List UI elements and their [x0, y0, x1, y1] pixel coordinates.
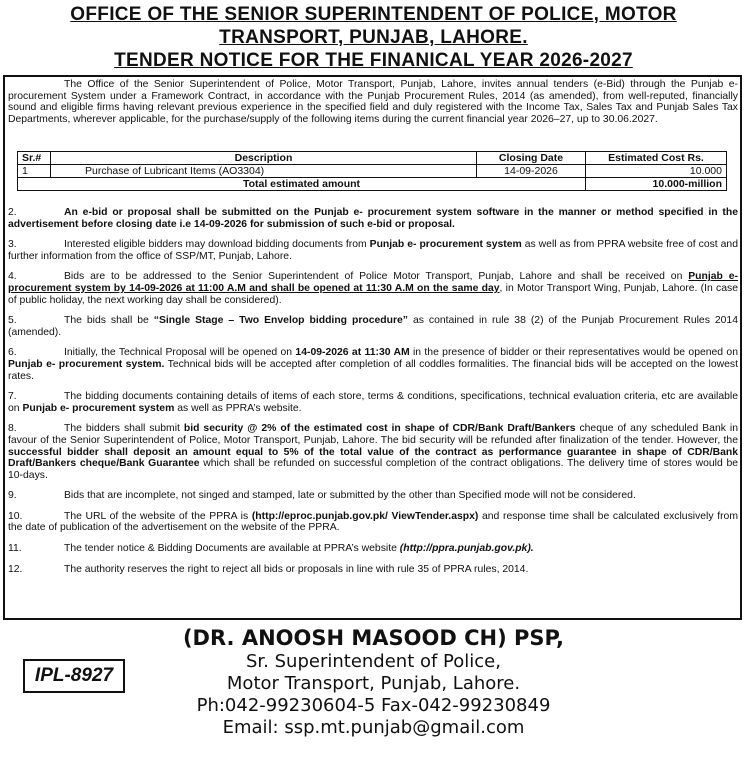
tender-items-table: [17, 151, 727, 191]
contact-phone-fax: Ph:042-99230604-5 Fax-042-99230849: [196, 695, 551, 716]
signature-block: [0, 626, 747, 739]
paragraph-text: Initially, the Technical Proposal will be opened on 14-09-2026 at 11:30 AM in the presence of bidder or their representatives would be opened on Punjab e- procurement system. Technical bids will be accepted after completion of all coddles formalities. The financial bids will be accepted on the lowest rates.: [8, 347, 739, 382]
table-total-row: [18, 178, 727, 191]
row-sr: 1: [18, 165, 51, 178]
paragraph-text: Bids that are incomplete, not singed and stamped, late or submitted by the other than Specified mode will not be considered.: [64, 490, 636, 502]
paragraph-4: [8, 271, 738, 306]
total-value: 10.000-million: [586, 178, 727, 191]
total-label: Total estimated amount: [18, 178, 586, 191]
paragraph-9: [8, 490, 738, 502]
header-sr: Sr.#: [18, 152, 51, 165]
paragraph-text: The authority reserves the right to reject all bids or proposals in line with rule 35 of PPRA rules, 2014.: [64, 563, 529, 575]
header-line-1: OFFICE OF THE SENIOR SUPERINTENDENT OF POLICE, MOTOR: [70, 4, 677, 25]
paragraph-text: Interested eligible bidders may download bidding documents from Punjab e- procurement system as well as from PPRA website free of cost and further information from the office of SSP/MT, Punjab, Lahore.: [8, 239, 738, 262]
paragraph-11: [8, 543, 738, 555]
paragraph-number: 3.: [8, 239, 17, 251]
table-header-row: [18, 152, 727, 165]
paragraph-text: The bids shall be “Single Stage – Two Envelop bidding procedure” as contained in rule 38 (2) of the Punjab Procurement Rules 2014 (amended).: [8, 315, 738, 338]
header-description: Description: [51, 152, 477, 165]
paragraph-text: The bidding documents containing details of items of each store, terms & conditions, specifications, technical evaluation criteria, etc are available on Punjab e- procurement system as well as PPRA’s website.: [8, 391, 738, 414]
header-estimated-cost: Estimated Cost Rs.: [586, 152, 727, 165]
notice-paragraphs: [8, 207, 738, 584]
row-closing-date: 14-09-2026: [477, 165, 586, 178]
ppra-website-url: (http://ppra.punjab.gov.pk).: [399, 543, 534, 555]
paragraph-5: [8, 315, 738, 338]
paragraph-number: 7.: [8, 391, 17, 403]
paragraph-number: 5.: [8, 315, 17, 327]
paragraph-number: 12.: [8, 563, 23, 575]
header-line-2: TRANSPORT, PUNJAB, LAHORE.: [219, 27, 528, 48]
ipl-code-box: IPL-8927: [23, 659, 125, 693]
paragraph-text: An e-bid or proposal shall be submitted on the Punjab e- procurement system software in the manner or method specified in the advertisement before closing date i.e 14-09-2026 for submission of such e-bid or proposal.: [8, 207, 738, 230]
paragraph-number: 2.: [8, 207, 17, 218]
tender-notice-title: TENDER NOTICE FOR THE FINANICAL YEAR 2026-2027: [114, 50, 633, 71]
paragraph-6: [8, 347, 738, 382]
ppra-url: (http://eproc.punjab.gov.pk/ ViewTender.aspx): [251, 510, 479, 522]
paragraph-2: [8, 207, 738, 230]
paragraph-10: [8, 511, 738, 534]
contact-email: Email: ssp.mt.punjab@gmail.com: [222, 717, 525, 738]
paragraph-text: The tender notice & Bidding Documents are available at PPRA’s website (http://ppra.punjab.gov.pk).: [64, 543, 534, 555]
officer-designation: Sr. Superintendent of Police,: [246, 651, 501, 672]
paragraph-number: 9.: [8, 490, 17, 502]
paragraph-text: The bidders shall submit bid security @ 2% of the estimated cost in shape of CDR/Bank Draft/Bankers cheque of any scheduled Bank in favour of the Senior Superintendent of Police, Motor Transport, Punjab, Lahore. The bid security will be refunded after finalization of the tender. However, the successful bidder shall deposit an amount equal to 5% of the total value of the contract as performance guarantee in shape of CDR/Bank Draft/Bankers cheque/Bank Guarantee which shall be refunded on successful completion of the contract obligations. The delivery time of stores would be 10-days.: [8, 423, 738, 481]
paragraph-7: [8, 391, 738, 414]
paragraph-12: [8, 564, 738, 576]
paragraph-text: The URL of the website of the PPRA is (http://eproc.punjab.gov.pk/ ViewTender.aspx) and response time shall be calculated exclusively from the date of publication of the advertisement on the website of the PPRA.: [8, 510, 738, 534]
paragraph-number: 6.: [8, 347, 17, 359]
paragraph-number: 10.: [8, 510, 23, 522]
notice-header: [0, 3, 747, 72]
intro-paragraph: The Office of the Senior Superintendent of Police, Motor Transport, Punjab, Lahore, invites annual tenders (e-Bid) through the Punjab e-procurement System under a Framework Contract, in accordance with the Punjab Procurement Rules, 2014 (as amended), from well-reputed, financially sound and eligible firms having relevant previous experience in the specified field and duly registered with the Income Tax, Sales Tax and Punjab Sales Tax Departments, wherever applicable, for the purchase/supply of the following items during the current financial year 2026–27, up to 30.06.2027.: [8, 79, 738, 125]
paragraph-text: Bids are to be addressed to the Senior Superintendent of Police Motor Transport, Punjab, Lahore and shall be received on Punjab e- procurement system by 14-09-2026 at 11:00 A.M and shall be opened at 11:30 A.M on the same day, in Motor Transport Wing, Punjab, Lahore. (In case of public holiday, the next working day shall be considered).: [8, 271, 738, 306]
row-description: Purchase of Lubricant Items (AO3304): [51, 165, 477, 178]
officer-office: Motor Transport, Punjab, Lahore.: [226, 673, 521, 694]
paragraph-3: [8, 239, 738, 262]
paragraph-8: [8, 423, 738, 481]
row-estimated-cost: 10.000: [586, 165, 727, 178]
officer-name: (DR. ANOOSH MASOOD CH) PSP,: [182, 626, 565, 650]
paragraph-number: 11.: [8, 543, 22, 555]
table-row: [18, 165, 727, 178]
paragraph-number: 4.: [8, 271, 17, 283]
paragraph-number: 8.: [8, 423, 17, 435]
header-closing-date: Closing Date: [477, 152, 586, 165]
